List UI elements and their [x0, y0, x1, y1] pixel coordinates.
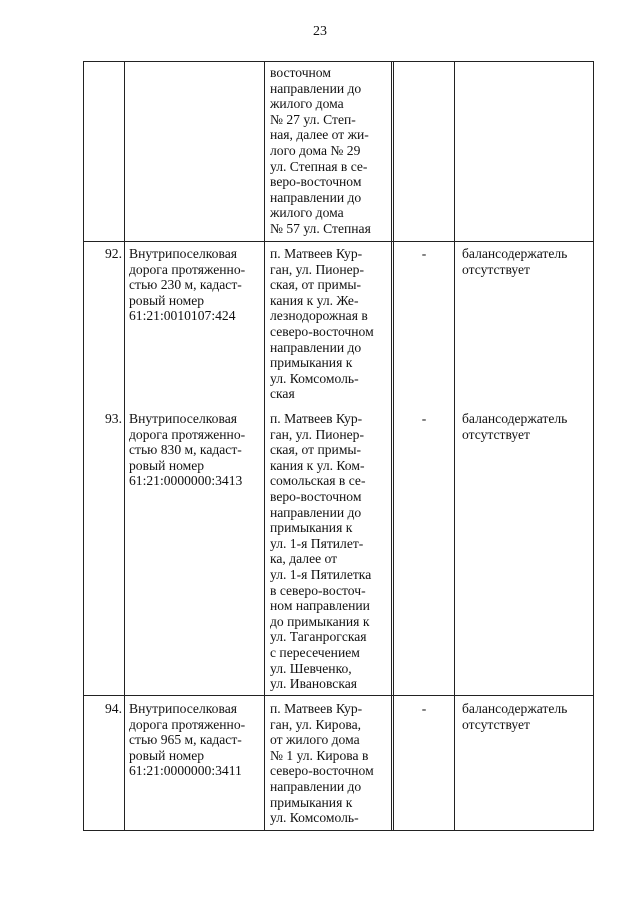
row-number: 92.	[105, 246, 122, 261]
row-divider	[83, 241, 594, 242]
row-divider	[83, 695, 594, 696]
table-left-border	[83, 61, 84, 831]
dash-cell: -	[421, 701, 427, 716]
object-name-cell: Внутрипоселковая дорога протяженно- стью 230 м, кадаст- ровый номер 61:21:0010107:424	[129, 246, 246, 324]
balance-holder-cell: балансодержатель отсутствует	[462, 246, 568, 277]
location-cell: п. Матвеев Кур- ган, ул. Пионер- ская, от примы- кания к ул. Же- лезнодорожная в северо-восточном направлении до примыкания к ул. Комсомоль- ская	[270, 246, 374, 402]
balance-holder-cell: балансодержатель отсутствует	[462, 701, 568, 732]
dash-cell: -	[421, 246, 427, 261]
row-number: 94.	[105, 701, 122, 716]
column-divider	[454, 61, 455, 831]
row-number: 93.	[105, 411, 122, 426]
object-name-cell: Внутрипоселковая дорога протяженно- стью 830 м, кадаст- ровый номер 61:21:0000000:3413	[129, 411, 246, 489]
column-divider	[391, 61, 392, 831]
column-divider	[264, 61, 265, 831]
location-cell: п. Матвеев Кур- ган, ул. Кирова, от жилого дома № 1 ул. Кирова в северо-восточном направлении до примыкания к ул. Комсомоль-	[270, 701, 374, 826]
object-name-cell: Внутрипоселковая дорога протяженно- стью 965 м, кадаст- ровый номер 61:21:0000000:3411	[129, 701, 246, 779]
table-right-border	[593, 61, 594, 831]
table-top-border	[83, 61, 594, 62]
page-number: 23	[313, 24, 327, 39]
location-cell: п. Матвеев Кур- ган, ул. Пионер- ская, от примы- кания к ул. Ком- сомольская в се- веро-восточном направлении до примыкания к ул. 1-я Пятилет- ка, далее от ул. 1-я Пятилетка в северо-восточ- ном направлении до примыкания к ул. Таганрогская с пересечением ул. Шевченко, ул. Ивановская	[270, 411, 372, 692]
table-bottom-border	[83, 830, 594, 831]
location-cell: восточном направлении до жилого дома № 27 ул. Степ- ная, далее от жи- лого дома № 29 ул. Степная в се- веро-восточном направлении до жилого дома № 57 ул. Степная	[270, 65, 371, 236]
column-divider	[124, 61, 125, 831]
dash-cell: -	[421, 411, 427, 426]
balance-holder-cell: балансодержатель отсутствует	[462, 411, 568, 442]
